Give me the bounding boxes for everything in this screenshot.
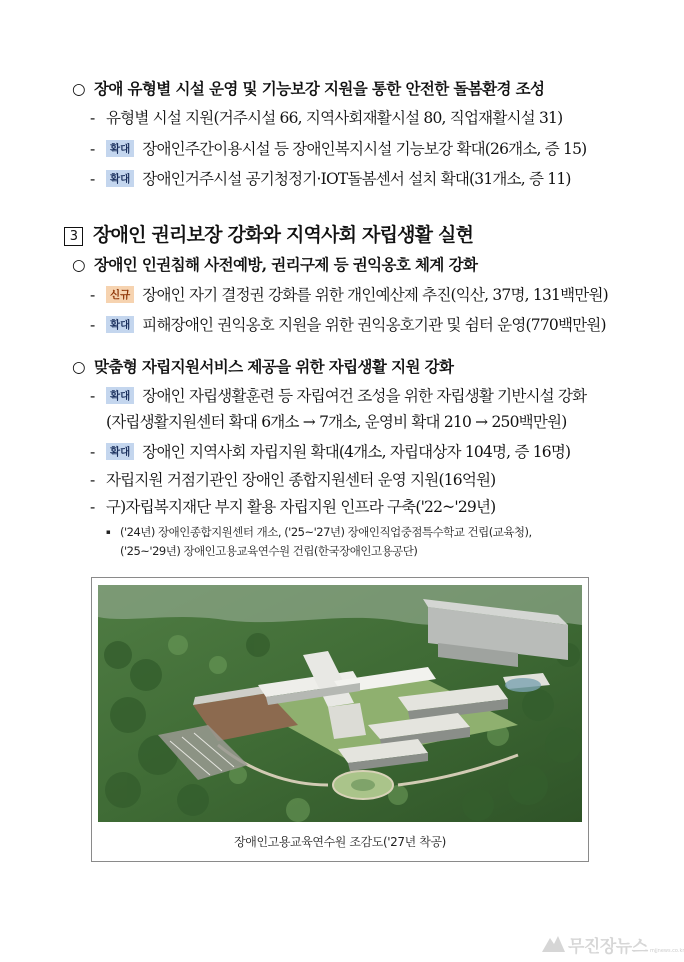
expand-badge: 확대 bbox=[106, 443, 134, 460]
watermark-text: 무진장뉴스 bbox=[568, 937, 648, 957]
dash-bullet: - bbox=[90, 140, 95, 158]
list-item bbox=[90, 313, 606, 335]
list-item bbox=[90, 440, 570, 462]
list-item-text: 피해장애인 권익옹호 지원을 위한 권익옹호기관 및 쉼터 운영(770백만원) bbox=[142, 316, 606, 334]
dash-bullet: - bbox=[90, 387, 95, 405]
section-heading bbox=[64, 220, 473, 247]
section-number: 3 bbox=[64, 227, 83, 246]
list-item-text: 구)자립복지재단 부지 활용 자립지원 인프라 구축('22~'29년) bbox=[106, 498, 496, 516]
dash-bullet: - bbox=[90, 498, 95, 516]
mountain-logo-icon bbox=[540, 932, 566, 954]
footnote-text: ('25~'29년) 장애인고용교육연수원 건립(한국장애인고용공단) bbox=[120, 544, 418, 558]
footnote-line bbox=[120, 543, 417, 559]
subheading-text: 장애 유형별 시설 운영 및 기능보강 지원을 통한 안전한 돌봄환경 조성 bbox=[94, 79, 545, 98]
list-item-text: 장애인 자립생활훈련 등 자립여건 조성을 위한 자립생활 기반시설 강화 bbox=[142, 387, 587, 405]
news-watermark bbox=[538, 930, 684, 957]
circle-bullet: ○ bbox=[72, 358, 85, 376]
list-item bbox=[90, 167, 571, 189]
list-item-continuation: (자립생활지원센터 확대 6개소 → 7개소, 운영비 확대 210 → 250백만원) bbox=[106, 413, 567, 431]
list-item bbox=[90, 106, 562, 128]
list-item bbox=[90, 468, 495, 490]
section-title: 장애인 권리보장 강화와 지역사회 자립생활 실현 bbox=[93, 224, 474, 246]
footnote-line bbox=[106, 524, 532, 540]
footnote-text: ('24년) 장애인종합지원센터 개소, ('25~'27년) 장애인직업중점특수학교 건립(교육청), bbox=[120, 525, 532, 539]
aerial-rendering-image bbox=[98, 585, 582, 822]
square-bullet: ▪ bbox=[106, 528, 111, 536]
list-item bbox=[90, 384, 586, 406]
expand-badge: 확대 bbox=[106, 387, 134, 404]
subheading-text: 장애인 인권침해 사전예방, 권리구제 등 권익옹호 체계 강화 bbox=[94, 255, 478, 274]
list-item bbox=[90, 137, 586, 159]
dash-bullet: - bbox=[90, 316, 95, 334]
expand-badge: 확대 bbox=[106, 316, 134, 333]
circle-bullet: ○ bbox=[72, 80, 85, 98]
list-item bbox=[90, 495, 495, 517]
dash-bullet: - bbox=[90, 170, 95, 188]
expand-badge: 확대 bbox=[106, 170, 134, 187]
list-item-text: 유형별 시설 지원(거주시설 66, 지역사회재활시설 80, 직업재활시설 31) bbox=[106, 109, 563, 127]
expand-badge: 확대 bbox=[106, 140, 134, 157]
list-item bbox=[90, 283, 608, 305]
dash-bullet: - bbox=[90, 286, 95, 304]
circle-bullet: ○ bbox=[72, 256, 85, 274]
list-item-text: 자립지원 거점기관인 장애인 종합지원센터 운영 지원(16억원) bbox=[106, 471, 496, 489]
new-badge: 신규 bbox=[106, 286, 134, 303]
list-item-text: 장애인거주시설 공기청정기·IOT돌봄센서 설치 확대(31개소, 증 11) bbox=[142, 170, 571, 188]
watermark-url: mjjnews.co.kr bbox=[650, 948, 684, 954]
list-item-text: 장애인 자기 결정권 강화를 위한 개인예산제 추진(익산, 37명, 131백만원) bbox=[142, 286, 608, 304]
figure-frame bbox=[91, 577, 589, 862]
list-item-text: 장애인주간이용시설 등 장애인복지시설 기능보강 확대(26개소, 증 15) bbox=[142, 140, 587, 158]
list-item-text: 장애인 지역사회 자립지원 확대(4개소, 자립대상자 104명, 증 16명) bbox=[142, 443, 571, 461]
figure-caption: 장애인고용교육연수원 조감도('27년 착공) bbox=[234, 835, 446, 849]
dash-bullet: - bbox=[90, 443, 95, 461]
subheading-text: 맞춤형 자립지원서비스 제공을 위한 자립생활 지원 강화 bbox=[94, 357, 454, 376]
subheading-facility-care bbox=[72, 77, 544, 99]
dash-bullet: - bbox=[90, 109, 95, 127]
subheading-independent-living bbox=[72, 355, 453, 377]
dash-bullet: - bbox=[90, 471, 95, 489]
subheading-rights-advocacy bbox=[72, 253, 477, 275]
